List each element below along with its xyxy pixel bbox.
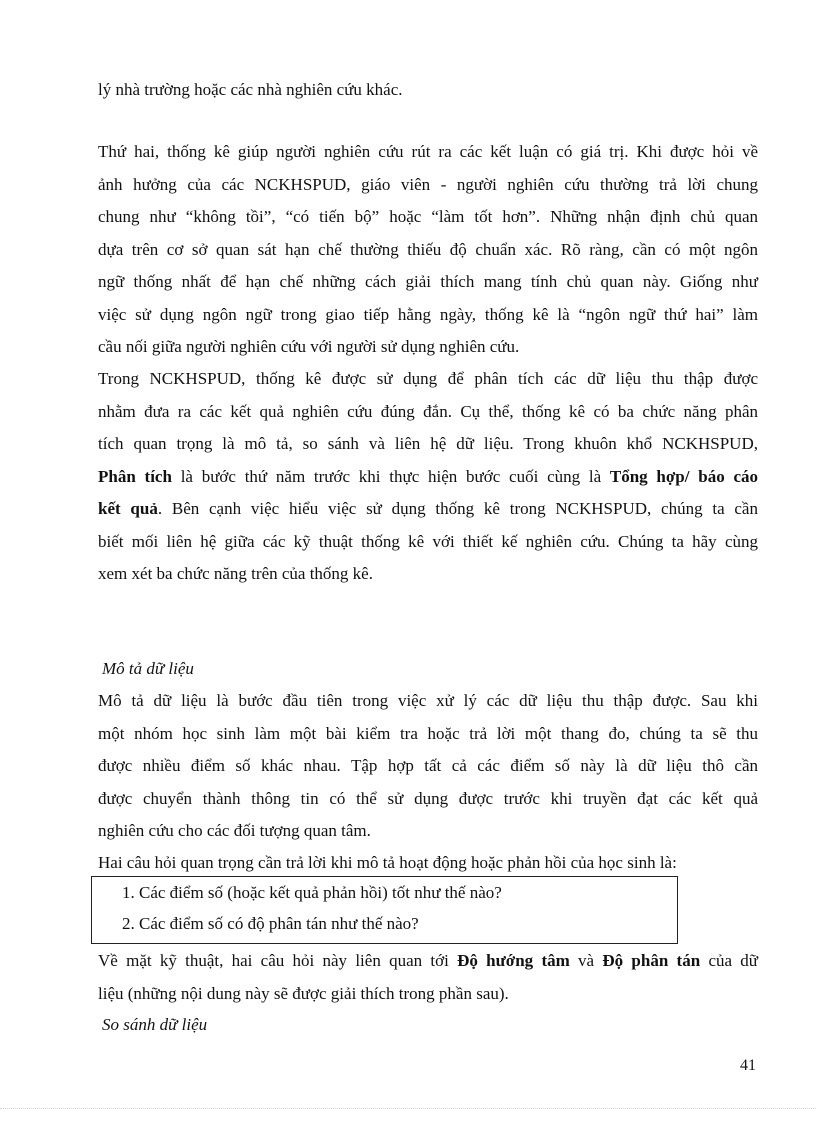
paragraph-technical: [98, 945, 758, 1010]
text-line: việc sử dụng ngôn ngữ trong giao tiếp hằng ngày, thống kê là “ngôn ngữ thứ hai” làm: [98, 304, 758, 324]
text-line: lý nhà trường hoặc các nhà nghiên cứu khác.: [98, 80, 403, 99]
text-line: một nhóm học sinh làm một bài kiểm tra hoặc trả lời một thang đo, chúng ta sẽ thu: [98, 723, 758, 743]
footer-divider: [0, 1108, 816, 1109]
paragraph-describe-data: [98, 685, 758, 848]
text-line: Mô tả dữ liệu là bước đầu tiên trong việc xử lý các dữ liệu thu thập được. Sau khi: [98, 691, 758, 710]
page-number: 41: [740, 1057, 756, 1074]
bold-term-result: kết quả: [98, 499, 158, 518]
text-run: . Bên cạnh việc hiểu việc sử dụng thống kê trong NCKHSPUD, chúng ta cần: [157, 499, 758, 518]
text-line: chung như “không tồi”, “có tiến bộ” hoặc “làm tốt hơn”. Những nhận định chủ quan: [98, 207, 758, 226]
text-line: nghiên cứu cho các đối tượng quan tâm.: [98, 821, 371, 840]
text-run: và: [569, 951, 603, 970]
text-line: dựa trên cơ sở quan sát hạn chế thường thiếu độ chuẩn xác. Rõ ràng, cần có một ngôn: [98, 239, 758, 259]
bold-term-dispersion: Độ phân tán: [602, 951, 701, 970]
paragraph-two-questions: [98, 847, 758, 880]
questions-box: [91, 876, 678, 944]
text-line: cầu nối giữa người nghiên cứu với người sử dụng nghiên cứu.: [98, 337, 520, 356]
text-line: biết mối liên hệ giữa các kỹ thuật thống kê với thiết kế nghiên cứu. Chúng ta hãy cùng: [98, 531, 758, 551]
text-line: Trong NCKHSPUD, thống kê được sử dụng để phân tích các dữ liệu thu thập được: [98, 369, 758, 388]
paragraph-statistics-functions: [98, 363, 758, 591]
text-line: Thứ hai, thống kê giúp người nghiên cứu rút ra các kết luận có giá trị. Khi được hỏi về: [98, 142, 758, 161]
bold-term-central-tendency: Độ hướng tâm: [457, 951, 570, 970]
text-line: ảnh hưởng của các NCKHSPUD, giáo viên - người nghiên cứu thường trả lời chung: [98, 174, 758, 194]
paragraph-statistics-conclusions: [98, 136, 758, 364]
text-line: tích quan trọng là mô tả, so sánh và liên hệ dữ liệu. Trong khuôn khổ NCKHSPUD,: [98, 434, 758, 453]
text-run: của dữ: [700, 951, 759, 970]
bold-term-analysis: Phân tích: [98, 466, 172, 486]
text-line: [98, 945, 758, 978]
section-heading-compare-data: So sánh dữ liệu: [102, 1015, 208, 1034]
list-item: 1. Các điểm số (hoặc kết quả phản hồi) tốt như thế nào?: [122, 883, 502, 902]
bold-term-synthesis: Tổng hợp/ báo cáo: [609, 466, 758, 486]
text-run: là bước thứ năm trước khi thực hiện bước cuối cùng là: [171, 466, 610, 486]
list-item: 2. Các điểm số có độ phân tán như thế nào?: [122, 914, 419, 933]
text-line: xem xét ba chức năng trên của thống kê.: [98, 564, 373, 583]
paragraph-continuation: [98, 74, 758, 107]
text-line: [98, 461, 758, 494]
text-line: được chuyển thành thông tin có thể sử dụng được trước khi truyền đạt các kết quả: [98, 788, 758, 808]
text-line: ngữ thống nhất để hạn chế những cách giải thích mang tính chủ quan này. Giống như: [98, 272, 758, 291]
text-line: Hai câu hỏi quan trọng cần trả lời khi mô tả hoạt động hoặc phản hồi của học sinh là:: [98, 853, 677, 872]
text-run: Về mặt kỹ thuật, hai câu hỏi này liên quan tới: [98, 951, 458, 970]
text-line: liệu (những nội dung này sẽ được giải thích trong phần sau).: [98, 983, 509, 1003]
text-line: được nhiều điểm số khác nhau. Tập hợp tất cả các điểm số này là dữ liệu thô cần: [98, 756, 758, 775]
text-line: [98, 493, 758, 526]
section-heading-describe-data: Mô tả dữ liệu: [102, 659, 194, 678]
text-line: nhằm đưa ra các kết quả nghiên cứu đúng đắn. Cụ thể, thống kê có ba chức năng phân: [98, 401, 758, 421]
